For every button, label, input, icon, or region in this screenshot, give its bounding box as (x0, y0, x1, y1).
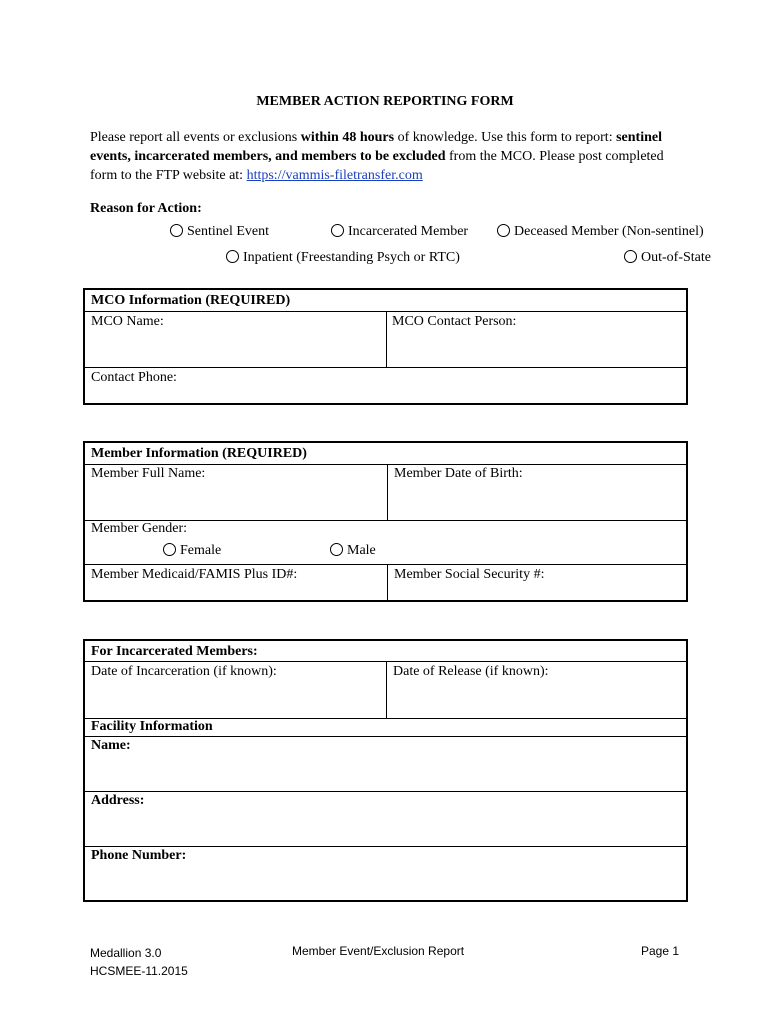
divider (85, 736, 686, 737)
facility-name-label: Name: (91, 738, 131, 753)
facility-phone-label: Phone Number: (91, 848, 187, 863)
mco-name-label: MCO Name: (91, 314, 164, 329)
option-label: Incarcerated Member (348, 224, 469, 239)
gender-male-option[interactable] (330, 543, 376, 559)
intro-text-1: Please report all events or exclusions (90, 130, 301, 145)
ssn-label: Member Social Security #: (394, 567, 545, 582)
divider (85, 464, 686, 465)
divider (387, 564, 388, 602)
radio-sentinel-event[interactable] (170, 224, 183, 237)
option-out-of-state[interactable] (624, 250, 711, 266)
member-info-section (83, 441, 688, 602)
radio-out-of-state[interactable] (624, 250, 637, 263)
member-header: Member Information (REQUIRED) (91, 446, 307, 461)
option-label: Deceased Member (Non-sentinel) (514, 224, 704, 239)
footer-left (90, 944, 188, 980)
intro-text-3: from the MCO. Please post completed form to the FTP website at: (90, 149, 664, 183)
contact-phone-label: Contact Phone: (91, 370, 177, 385)
facility-address-label: Address: (91, 793, 145, 808)
gender-female-option[interactable] (163, 543, 221, 559)
footer-form-code: HCSMEE-11.2015 (90, 964, 188, 978)
option-incarcerated-member[interactable] (331, 224, 468, 240)
divider (386, 661, 387, 718)
facility-header: Facility Information (91, 719, 213, 734)
divider (85, 367, 686, 368)
member-name-label: Member Full Name: (91, 466, 206, 481)
option-label: Male (347, 543, 376, 558)
radio-male[interactable] (330, 543, 343, 556)
radio-female[interactable] (163, 543, 176, 556)
member-dob-label: Member Date of Birth: (394, 466, 523, 481)
intro-deadline: within 48 hours (300, 130, 395, 145)
option-label: Female (180, 543, 222, 558)
option-deceased-member[interactable] (497, 224, 704, 240)
footer-page-number: Page 1 (641, 944, 680, 958)
intro-text-2: of knowledge. Use this form to report: (394, 130, 617, 145)
radio-deceased-member[interactable] (497, 224, 510, 237)
intro-report-types: sentinel events, incarcerated members, and members to be excluded (90, 130, 662, 164)
footer-center: Member Event/Exclusion Report (292, 944, 465, 958)
ftp-link[interactable]: https://vammis-filetransfer.com (246, 168, 423, 183)
incarcerated-header: For Incarcerated Members: (91, 644, 258, 659)
mco-header: MCO Information (REQUIRED) (91, 293, 291, 308)
mco-info-section (83, 288, 688, 405)
divider (85, 846, 686, 847)
reason-label: Reason for Action: (90, 201, 202, 216)
medicaid-id-label: Member Medicaid/FAMIS Plus ID#: (91, 567, 298, 582)
option-sentinel-event[interactable] (170, 224, 269, 240)
incarcerated-section (83, 639, 688, 902)
member-gender-label: Member Gender: (91, 521, 188, 536)
option-label: Sentinel Event (187, 224, 270, 239)
option-label: Out-of-State (641, 250, 711, 265)
divider (387, 464, 388, 520)
mco-contact-label: MCO Contact Person: (392, 314, 517, 329)
divider (85, 791, 686, 792)
option-inpatient[interactable] (226, 250, 460, 266)
footer-program: Medallion 3.0 (90, 946, 162, 960)
radio-inpatient[interactable] (226, 250, 239, 263)
divider (386, 311, 387, 367)
incarceration-date-label: Date of Incarceration (if known): (91, 664, 277, 679)
radio-incarcerated-member[interactable] (331, 224, 344, 237)
option-label: Inpatient (Freestanding Psych or RTC) (243, 250, 460, 265)
divider (85, 564, 686, 565)
release-date-label: Date of Release (if known): (393, 664, 549, 679)
intro-paragraph (90, 128, 690, 185)
form-title: MEMBER ACTION REPORTING FORM (256, 94, 514, 109)
